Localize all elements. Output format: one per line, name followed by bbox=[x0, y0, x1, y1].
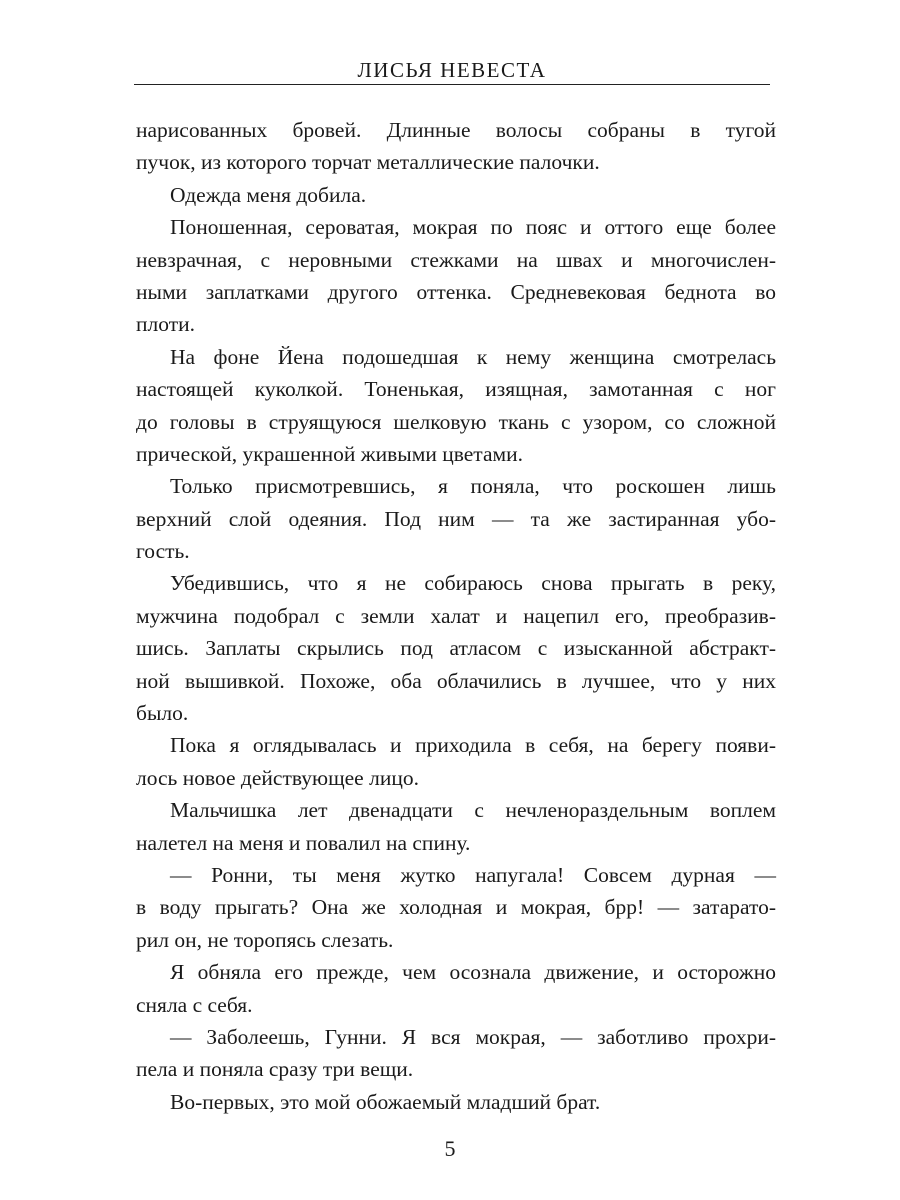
running-head-title: ЛИСЬЯ НЕВЕСТА bbox=[357, 58, 547, 82]
text-line: налетел на меня и повалил на спину. bbox=[136, 830, 471, 855]
text-line: пела и поняла сразу три вещи. bbox=[136, 1057, 414, 1082]
text-line: в воду прыгать? Она же холодная и мокрая, брр! — затарато- bbox=[136, 895, 776, 920]
text-line: верхний слой одеяния. Под ним — та же застиранная убо- bbox=[136, 506, 776, 531]
text-line: — Заболеешь, Гунни. Я вся мокрая, — заботливо прохри- bbox=[170, 1024, 776, 1049]
header-divider bbox=[134, 84, 770, 85]
text-line: настоящей куколкой. Тоненькая, изящная, замотанная с ног bbox=[136, 377, 776, 402]
page-number: 5 bbox=[444, 1136, 456, 1161]
text-line: Только присмотревшись, я поняла, что роскошен лишь bbox=[170, 474, 776, 499]
text-line: мужчина подобрал с земли халат и нацепил его, преобразив- bbox=[136, 603, 776, 628]
text-line: Мальчишка лет двенадцати с нечленораздельным воплем bbox=[170, 798, 776, 823]
text-line: пучок, из которого торчат металлические палочки. bbox=[136, 150, 600, 175]
text-line: прической, украшенной живыми цветами. bbox=[136, 441, 523, 466]
text-line: сняла с себя. bbox=[136, 992, 253, 1017]
text-line: невзрачная, с неровными стежками на швах и многочислен- bbox=[136, 247, 776, 272]
text-line: плоти. bbox=[136, 312, 195, 337]
body-text bbox=[136, 114, 776, 1118]
text-line: На фоне Йена подошедшая к нему женщина смотрелась bbox=[170, 344, 776, 369]
text-line: было. bbox=[136, 701, 189, 726]
text-line: Во-первых, это мой обожаемый младший брат. bbox=[170, 1089, 601, 1114]
text-line: Убедившись, что я не собираюсь снова прыгать в реку, bbox=[170, 571, 776, 596]
text-line: Одежда меня добила. bbox=[170, 182, 367, 207]
text-line: шись. Заплаты скрылись под атласом с изысканной абстракт- bbox=[136, 636, 776, 661]
text-line: Я обняла его прежде, чем осознала движение, и осторожно bbox=[170, 960, 776, 985]
text-line: — Ронни, ты меня жутко напугала! Совсем дурная — bbox=[170, 862, 776, 887]
text-line: рил он, не торопясь слезать. bbox=[136, 927, 394, 952]
text-line: ной вышивкой. Похоже, оба облачились в лучшее, что у них bbox=[136, 668, 776, 693]
text-line: ными заплатками другого оттенка. Средневековая беднота во bbox=[136, 279, 776, 304]
text-line: лось новое действующее лицо. bbox=[136, 765, 419, 790]
text-line: до головы в струящуюся шелковую ткань с узором, со сложной bbox=[136, 409, 776, 434]
text-line: гость. bbox=[136, 539, 190, 564]
text-line: нарисованных бровей. Длинные волосы собраны в тугой bbox=[136, 118, 776, 142]
text-line: Поношенная, сероватая, мокрая по пояс и оттого еще более bbox=[170, 215, 776, 240]
text-line: Пока я оглядывалась и приходила в себя, на берегу появи- bbox=[170, 733, 776, 758]
